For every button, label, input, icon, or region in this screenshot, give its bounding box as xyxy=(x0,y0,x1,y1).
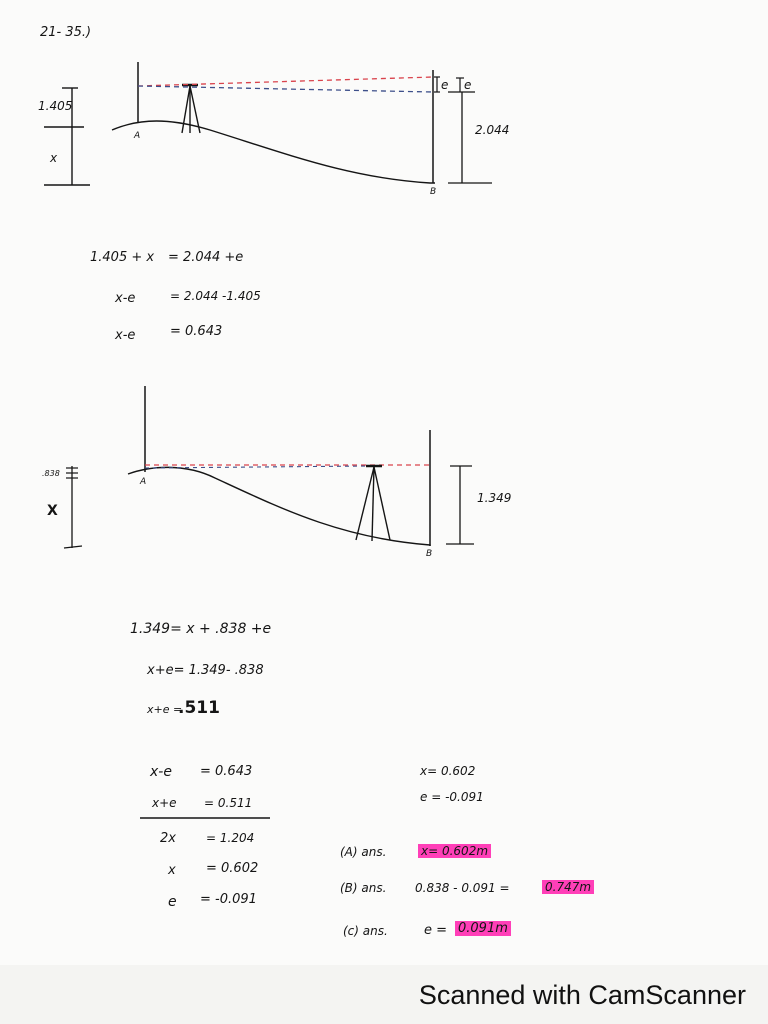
dim-tick xyxy=(64,546,82,548)
eq2-line3-prefix: x+e = xyxy=(147,703,183,716)
left-reading-1: 1.405 xyxy=(38,99,73,113)
x-label-1: x xyxy=(50,151,58,165)
result-e: e = -0.091 xyxy=(420,790,484,804)
sightline-blue-2 xyxy=(145,466,370,468)
answer-c-value: 0.091m xyxy=(455,921,511,936)
eq2-line1: 1.349= x + .838 +e xyxy=(130,621,272,637)
tripod-leg xyxy=(374,467,390,540)
eq1-line1-lhs: 1.405 + x xyxy=(90,250,155,265)
right-reading-1: 2.044 xyxy=(475,123,510,137)
x-label-2: X xyxy=(47,503,58,519)
answer-c-prefix: e = xyxy=(424,923,448,938)
tripod-leg xyxy=(372,467,374,541)
answer-c-label: (c) ans. xyxy=(343,924,388,938)
point-b-label-2: B xyxy=(426,549,433,559)
ground-profile xyxy=(112,121,435,183)
ground-profile-2 xyxy=(128,467,430,546)
sightline-blue xyxy=(138,86,433,92)
e-label-2: e xyxy=(464,78,472,92)
solve-r1-lhs: x-e xyxy=(150,764,172,780)
solve-r2-lhs: x+e xyxy=(152,796,177,810)
problem-label: 21- 35.) xyxy=(40,25,92,40)
point-a-label: A xyxy=(134,131,141,141)
left-reading-2: .838 xyxy=(42,469,60,478)
tripod-leg xyxy=(356,467,374,540)
tripod-leg xyxy=(182,86,190,133)
solve-r2-rhs: = 0.511 xyxy=(204,796,253,810)
solve-r5-lhs: e xyxy=(168,894,177,910)
point-a-label-2: A xyxy=(140,477,147,487)
solve-r4-rhs: = 0.602 xyxy=(206,861,259,876)
solve-r5-rhs: = -0.091 xyxy=(200,892,257,907)
point-b-label: B xyxy=(430,187,437,197)
eq2-line3-value: .511 xyxy=(178,698,220,718)
solve-r3-rhs: = 1.204 xyxy=(206,831,255,845)
solve-r4-lhs: x xyxy=(168,863,176,878)
result-x: x= 0.602 xyxy=(420,764,476,778)
eq2-line2: x+e= 1.349- .838 xyxy=(147,663,264,678)
eq1-line3-rhs: = 0.643 xyxy=(170,324,223,339)
solve-r3-lhs: 2x xyxy=(160,831,176,846)
eq1-line3-lhs: x-e xyxy=(115,328,136,343)
answer-b-label: (B) ans. xyxy=(340,881,387,895)
eq1-line2-rhs: = 2.044 -1.405 xyxy=(170,289,261,303)
solve-r1-rhs: = 0.643 xyxy=(200,764,253,779)
eq1-line2-lhs: x-e xyxy=(115,291,136,306)
answer-b-expr: 0.838 - 0.091 = xyxy=(415,881,510,895)
right-reading-2: 1.349 xyxy=(477,491,512,505)
answer-b-value: 0.747m xyxy=(542,880,594,894)
e-label-1: e xyxy=(441,78,449,92)
eq1-line1-rhs: = 2.044 +e xyxy=(168,250,244,265)
camscanner-footer: Scanned with CamScanner xyxy=(418,980,746,1010)
answer-a-label: (A) ans. xyxy=(340,845,387,859)
answer-a-value: x= 0.602m xyxy=(418,844,491,858)
